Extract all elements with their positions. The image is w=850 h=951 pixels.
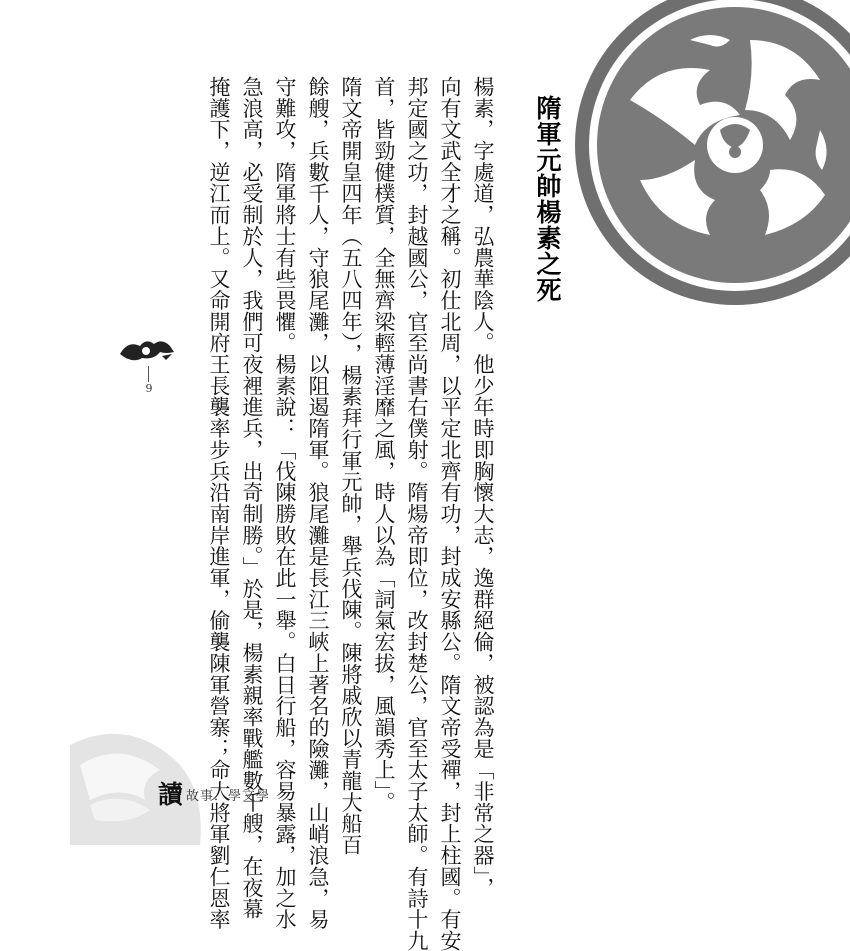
text-column: 邦定國之功，封越國公，官至尚書右僕射。隋煬帝即位，改封楚公，官至太子太師。有詩十九 [405,76,429,951]
text-column: 急浪高，必受制於人，我們可夜裡進兵，出奇制勝。」於是，楊素親率戰艦數千艘，在夜幕 [240,76,264,920]
footer-series-mark: 讀 [158,780,184,809]
text-column: 掩護下，逆江而上。又命開府王長襲率步兵沿南岸進軍，偷襲陳軍營寨；命大將軍劉仁恩率 [207,76,231,930]
page-number-ornament-icon [118,334,176,368]
text-column: 隋文帝開皇四年（五八四年），楊素拜行軍元帥，舉兵伐陳。陳將戚欣以青龍大船百 [339,76,363,856]
text-column: 首，皆勁健樸質，全無齊梁輕薄淫靡之風，時人以為「詞氣宏拔，風韻秀上」。 [372,76,396,813]
page-number-divider [148,366,149,382]
footer-series-title: 故事．學文學 [186,789,271,804]
chapter-title: 隋軍元帥楊素之死 [533,95,562,303]
text-column: 守難攻，隋軍將士有些畏懼。楊素說：「伐陳勝敗在此一舉。白日行船，容易暴露，加之水 [273,76,297,930]
text-column: 楊素，字處道，弘農華陰人。他少年時即胸懷大志，逸群絕倫，被認為是「非常之器」， [471,76,495,899]
page-number: 9 [145,382,153,395]
text-column: 向有文武全才之稱。初仕北周，以平定北齊有功，封成安縣公。隋文帝受禪，封上柱國。有安 [438,76,462,951]
text-column: 餘艘，兵數千人，守狼尾灘，以阻遏隋軍。狼尾灘是長江三峽上著名的險灘，山峭浪急，易 [306,76,330,930]
decorative-roundel-icon [570,0,850,310]
